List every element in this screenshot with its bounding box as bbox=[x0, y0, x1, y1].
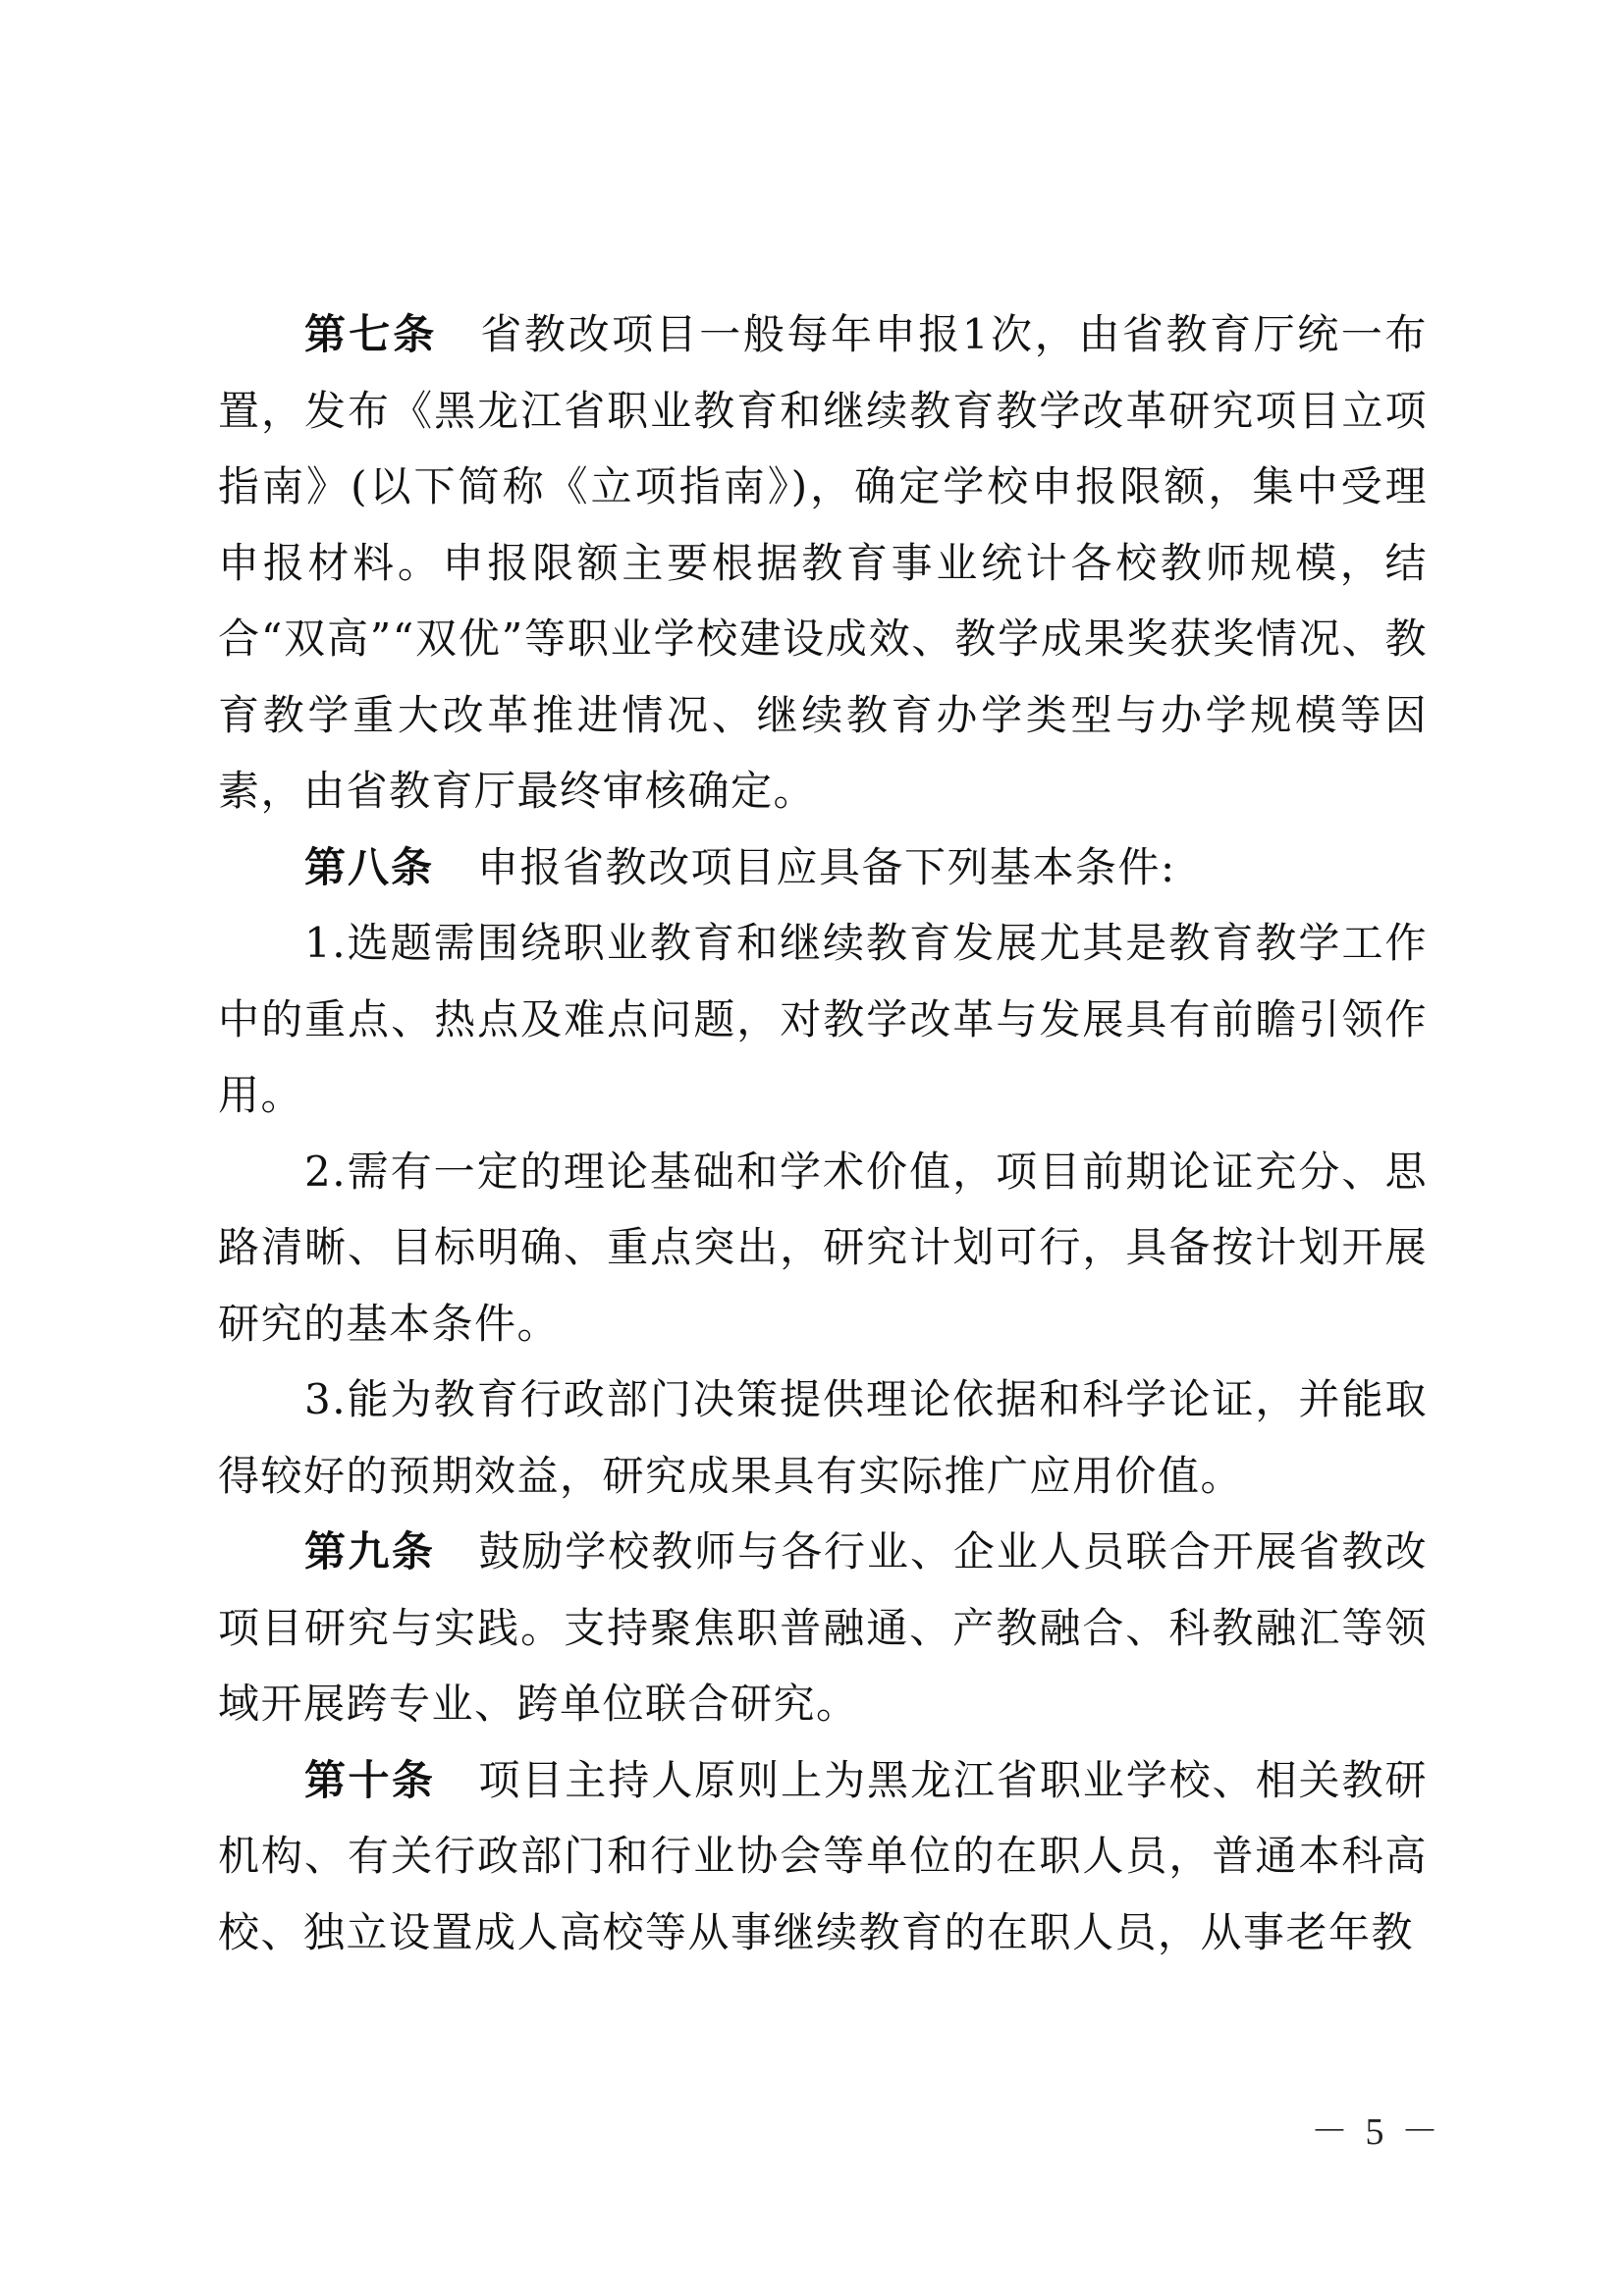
article-text: 申报省教改项目应具备下列基本条件: bbox=[477, 842, 1176, 891]
article-text: 鼓励学校教师与各行业、企业人员联合开展省教改项目研究与实践。支持聚焦职普融通、产教融合、科教融汇等领域开展跨专业、跨单位联合研究。 bbox=[218, 1527, 1428, 1728]
article-text: 省教改项目一般每年申报1次，由省教育厅统一布置，发布《黑龙江省职业教育和继续教育教学改革研究项目立项指南》(以下简称《立项指南》)，确定学校申报限额，集中受理申报材料。申报限额主要根据教育事业统计各校教师规模，结合“双高”“双优”等职业学校建设成效、教学成果奖获奖情况、教育教学重大改革推进情况、继续教育办学类型与办学规模等因素，由省教育厅最终审核确定。 bbox=[218, 310, 1428, 815]
article-label: 第九条 bbox=[304, 1527, 436, 1575]
article-label: 第八条 bbox=[304, 842, 435, 891]
condition-3-paragraph bbox=[218, 1362, 1428, 1514]
article-7-paragraph bbox=[218, 296, 1428, 829]
condition-text: 1.选题需围绕职业教育和继续教育发展尤其是教育教学工作中的重点、热点及难点问题，对教学改革与发展具有前瞻引领作用。 bbox=[218, 919, 1428, 1119]
article-10-paragraph bbox=[218, 1742, 1428, 1971]
page-number: － 5 － bbox=[1311, 2111, 1443, 2153]
article-9-paragraph bbox=[218, 1514, 1428, 1742]
condition-text: 3.能为教育行政部门决策提供理论依据和科学论证，并能取得较好的预期效益，研究成果具有实际推广应用价值。 bbox=[218, 1375, 1428, 1500]
condition-text: 2.需有一定的理论基础和学术价值，项目前期论证充分、思路清晰、目标明确、重点突出，研究计划可行，具备按计划开展研究的基本条件。 bbox=[218, 1147, 1428, 1348]
document-body bbox=[218, 296, 1428, 1970]
article-label: 第七条 bbox=[304, 310, 438, 358]
article-text: 项目主持人原则上为黑龙江省职业学校、相关教研机构、有关行政部门和行业协会等单位的在职人员，普通本科高校、独立设置成人高校等从事继续教育的在职人员，从事老年教 bbox=[218, 1755, 1428, 1956]
article-label: 第十条 bbox=[304, 1755, 436, 1804]
article-8-paragraph bbox=[218, 829, 1428, 906]
condition-1-paragraph bbox=[218, 905, 1428, 1134]
condition-2-paragraph bbox=[218, 1134, 1428, 1362]
